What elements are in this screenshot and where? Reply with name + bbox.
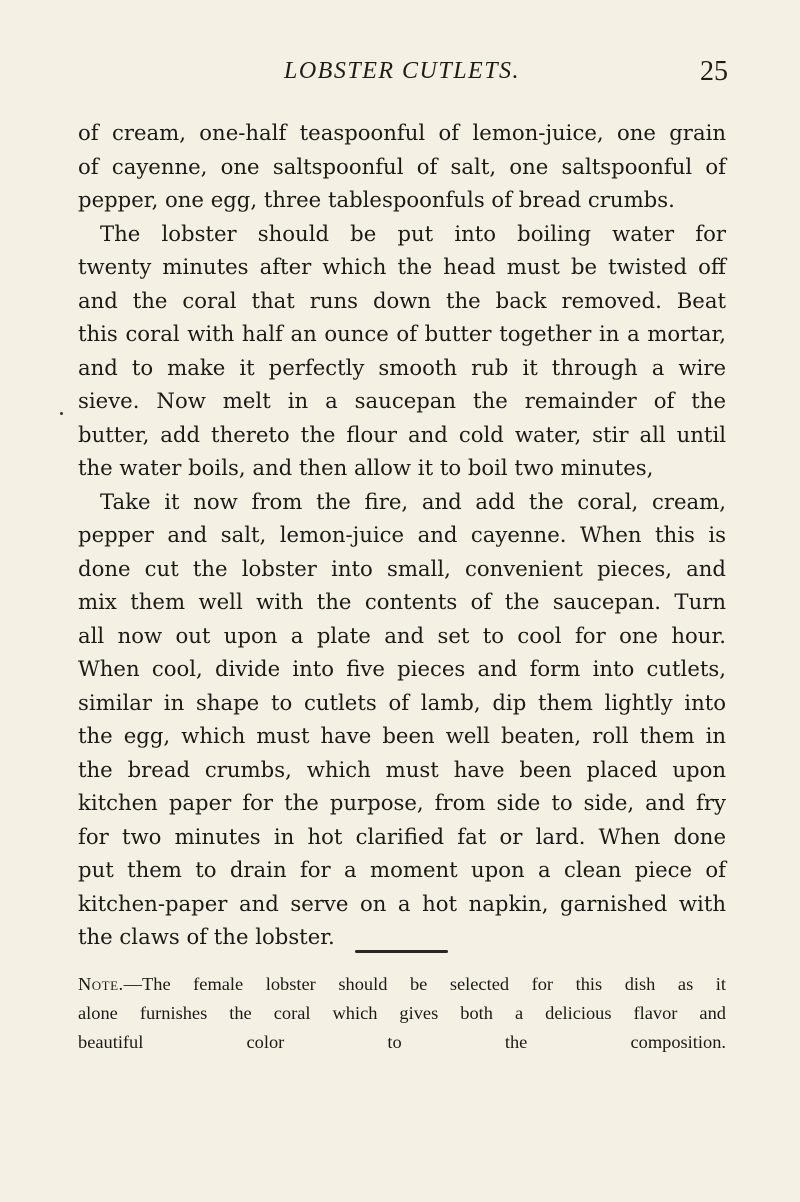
body-line: all now out upon a plate and set to cool for one hour.: [78, 622, 726, 648]
body-line: When cool, divide into five pieces and form into cutlets,: [78, 656, 726, 681]
note-text: —The female lobster should be selected for this dish as it: [123, 974, 726, 994]
body-line: twenty minutes after which the head must be twisted off: [78, 254, 726, 279]
body-line: and the coral that runs down the back removed. Beat: [78, 287, 726, 313]
note-line: beautiful color to the composition.: [78, 1032, 726, 1052]
body-line: pepper, one egg, three tablespoonfuls of bread crumbs.: [78, 187, 675, 212]
body-line: for two minutes in hot clarified fat or lard. When done: [78, 823, 726, 849]
body-line: done cut the lobster into small, convenient pieces, and: [78, 555, 726, 581]
body-line: pepper and salt, lemon-juice and cayenne. When this is: [78, 522, 726, 547]
body-line: of cayenne, one saltspoonful of salt, one saltspoonful of: [78, 153, 726, 179]
body-line: the bread crumbs, which must have been placed upon: [78, 756, 726, 782]
body-line: sieve. Now melt in a saucepan the remainder of the: [78, 388, 726, 413]
section-divider-rule: [355, 950, 448, 953]
body-line: the egg, which must have been well beaten, roll them in: [78, 723, 726, 748]
body-line: put them to drain for a moment upon a clean piece of: [78, 857, 726, 882]
page-number: 25: [700, 56, 728, 87]
footnote: [78, 970, 726, 1057]
running-title: LOBSTER CUTLETS.: [284, 58, 521, 84]
margin-speck: [60, 412, 63, 415]
note-line: alone furnishes the coral which gives both a delicious flavor and: [78, 1003, 726, 1023]
note-line: [78, 970, 726, 999]
body-line: the claws of the lobster.: [78, 924, 335, 949]
running-head: [0, 52, 800, 92]
note-label: Note.: [78, 974, 124, 994]
body-line: butter, add thereto the flour and cold water, stir all until: [78, 421, 726, 447]
body-line: similar in shape to cutlets of lamb, dip them lightly into: [78, 689, 726, 715]
body-line: this coral with half an ounce of butter together in a mortar,: [78, 321, 726, 346]
body-line: Take it now from the fire, and add the coral, cream,: [100, 488, 726, 514]
body-line: kitchen-paper and serve on a hot napkin, garnished with: [78, 890, 726, 916]
body-line: of cream, one-half teaspoonful of lemon-juice, one grain: [78, 120, 726, 145]
recipe-body-text: [78, 116, 726, 954]
body-line: kitchen paper for the purpose, from side to side, and fry: [78, 790, 726, 815]
body-line: The lobster should be put into boiling water for: [100, 220, 726, 246]
body-line: the water boils, and then allow it to boil two minutes,: [78, 455, 654, 480]
body-line: and to make it perfectly smooth rub it through a wire: [78, 354, 726, 380]
body-line: mix them well with the contents of the saucepan. Turn: [78, 589, 726, 614]
